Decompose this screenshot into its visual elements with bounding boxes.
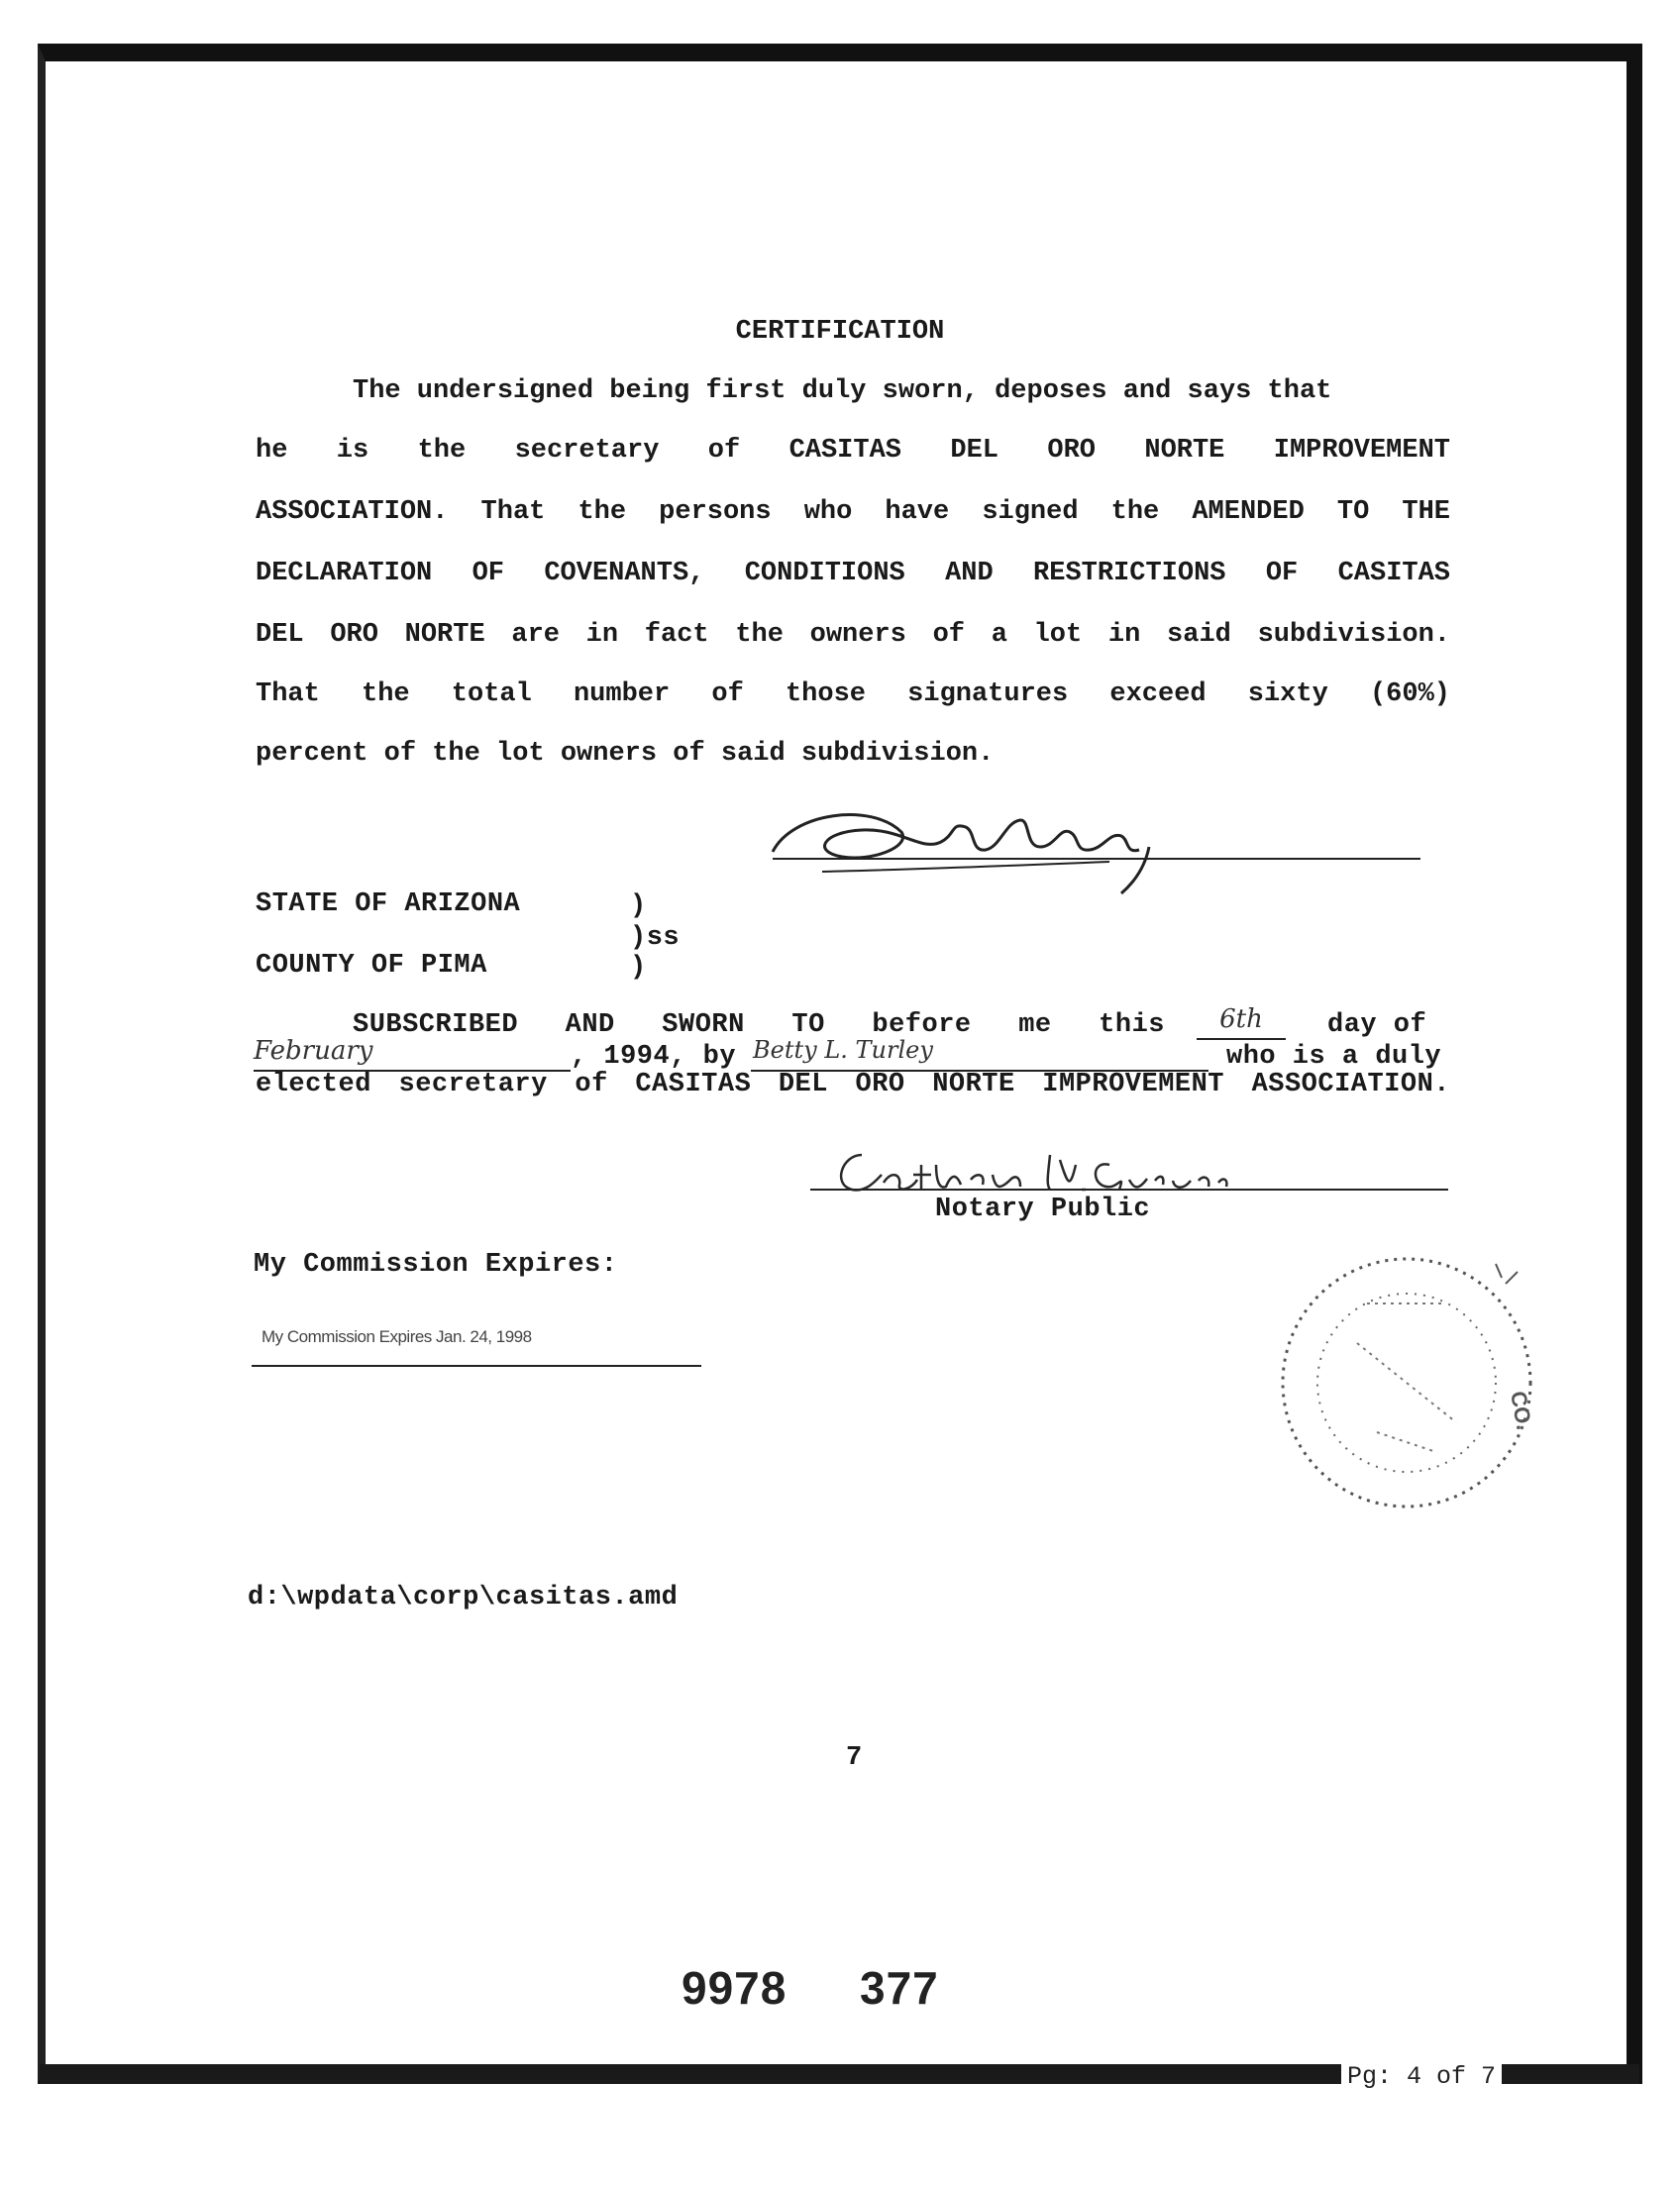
body-line-5: DEL ORO NORTE are in fact the owners of a lot in said subdivision. — [256, 620, 1450, 650]
svg-text:CO.: CO. — [1506, 1389, 1537, 1432]
venue-paren-bottom: ) — [630, 953, 647, 983]
jurat-line1-a: SUBSCRIBED AND SWORN TO before me this — [353, 1010, 1165, 1040]
commission-label: My Commission Expires: — [254, 1250, 618, 1280]
body-line-7: percent of the lot owners of said subdivision. — [256, 739, 995, 769]
body-line-3: ASSOCIATION. That the persons who have signed the AMENDED TO THE — [256, 497, 1450, 527]
venue-ss: )ss — [630, 923, 681, 953]
footer-page-indicator: Pg: 4 of 7 — [1341, 2062, 1502, 2091]
body-line-2: he is the secretary of CASITAS DEL ORO NORTE IMPROVEMENT — [256, 436, 1450, 466]
secretary-signature — [753, 792, 1208, 901]
commission-line — [252, 1365, 701, 1367]
jurat-day-line — [1197, 1038, 1286, 1040]
body-line-1: The undersigned being first duly sworn, deposes and says that — [353, 376, 1332, 406]
document-title: CERTIFICATION — [735, 317, 945, 347]
recording-docket: 9978 — [682, 1962, 788, 2014]
secretary-signature-line — [773, 858, 1420, 860]
venue-county: COUNTY OF PIMA — [256, 951, 487, 981]
jurat-line1-b: day of — [1327, 1010, 1427, 1040]
page-number: 7 — [846, 1743, 863, 1773]
jurat-month-handwritten: February — [254, 1036, 373, 1066]
jurat-year-text: , 1994, by — [571, 1042, 737, 1072]
body-line-6: That the total number of those signatures exceed sixty (60%) — [256, 679, 1450, 709]
jurat-line2-tail: who is a duly — [1226, 1042, 1442, 1072]
venue-state: STATE OF ARIZONA — [256, 889, 521, 919]
recording-page: 377 — [860, 1962, 939, 2014]
file-path: d:\wpdata\corp\casitas.amd — [248, 1583, 679, 1613]
notary-seal — [1258, 1224, 1575, 1541]
notary-signature-line — [810, 1189, 1448, 1191]
body-line-4: DECLARATION OF COVENANTS, CONDITIONS AND RESTRICTIONS OF CASITAS — [256, 559, 1450, 588]
notary-label: Notary Public — [935, 1195, 1151, 1224]
commission-expiry-stamp: My Commission Expires Jan. 24, 1998 — [262, 1327, 532, 1346]
jurat-line3: elected secretary of CASITAS DEL ORO NORTE IMPROVEMENT ASSOCIATION. — [256, 1070, 1450, 1099]
jurat-name-handwritten: Betty L. Turley — [753, 1036, 933, 1064]
jurat-day-handwritten: 6th — [1219, 1004, 1263, 1034]
venue-paren-top: ) — [630, 891, 647, 921]
